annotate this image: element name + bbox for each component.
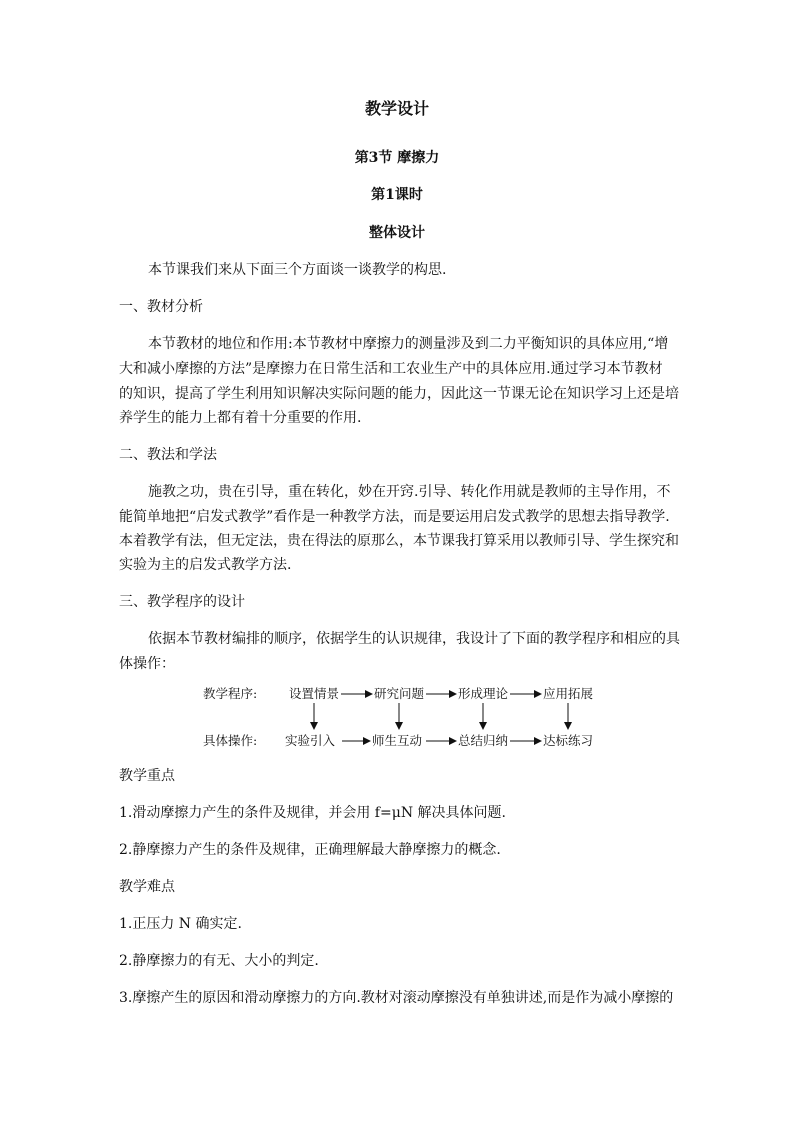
flow-step: 师生互动 [372,733,423,748]
heading-key-points: 教学重点 [119,768,175,784]
paragraph-line: 能简单地把“启发式教学”看作是一种教学方法，而是要运用启发式教学的思想去指导教学. [119,509,670,525]
flow-row2-label: 具体操作: [203,733,258,748]
flow-step: 设置情景 [289,686,340,701]
intro-paragraph: 本节课我们来从下面三个方面谈一谈教学的构思. [148,262,447,278]
difficult-point-item: 1.正压力 N 确实定. [119,916,242,932]
paragraph-line: 的知识，提高了学生利用知识解决实际问题的能力，因此这一节课无论在知识学习上还是培 [119,386,679,402]
difficult-point-item: 2.静摩擦力的有无、大小的判定. [119,953,319,969]
lesson-title: 第1课时 [371,187,423,203]
paragraph-line: 本节教材的地位和作用:本节教材中摩擦力的测量涉及到二力平衡知识的具体应用,“增 [148,336,669,352]
flow-step: 应用拓展 [543,686,594,701]
heading-teaching-procedure: 三、教学程序的设计 [119,594,245,610]
flow-step: 研究问题 [374,686,425,701]
flow-step: 达标练习 [543,733,594,748]
flow-row1-label: 教学程序: [203,686,258,701]
section-title: 第3节 摩擦力 [354,150,440,166]
heading-difficult-points: 教学难点 [119,879,175,895]
flow-step: 实验引入 [285,733,336,748]
difficult-point-item: 3.摩擦产生的原因和滑动摩擦力的方向.教材对滚动摩擦没有单独讲述,而是作为减小摩擦的 [119,990,674,1006]
overall-title: 整体设计 [369,225,425,241]
paragraph-line: 养学生的能力上都有着十分重要的作用. [119,410,362,426]
paragraph-line: 大和减小摩擦的方法”是摩擦力在日常生活和工农业生产中的具体应用.通过学习本节教材 [119,361,663,377]
heading-textbook-analysis: 一、教材分析 [119,299,203,315]
doc-title: 教学设计 [364,99,429,118]
paragraph-line: 体操作： [119,656,175,672]
paragraph-line: 本着教学有法，但无定法，贵在得法的原那么，本节课我打算采用以教师引导、学生探究和 [119,533,679,549]
key-point-item: 1.滑动摩擦力产生的条件及规律，并会用 f=μN 解决具体问题. [119,805,506,821]
flow-step: 总结归纳 [458,733,509,748]
key-point-item: 2.静摩擦力产生的条件及规律，正确理解最大静摩擦力的概念. [119,842,501,858]
paragraph-line: 施教之功，贵在引导，重在转化，妙在开窍.引导、转化作用就是教师的主导作用，不 [148,484,671,500]
flow-step: 形成理论 [458,686,509,701]
heading-teaching-methods: 二、教法和学法 [119,447,217,463]
paragraph-line: 依据本节教材编排的顺序，依据学生的认识规律，我设计了下面的教学程序和相应的具 [148,631,680,647]
paragraph-line: 实验为主的启发式教学方法. [119,557,292,573]
